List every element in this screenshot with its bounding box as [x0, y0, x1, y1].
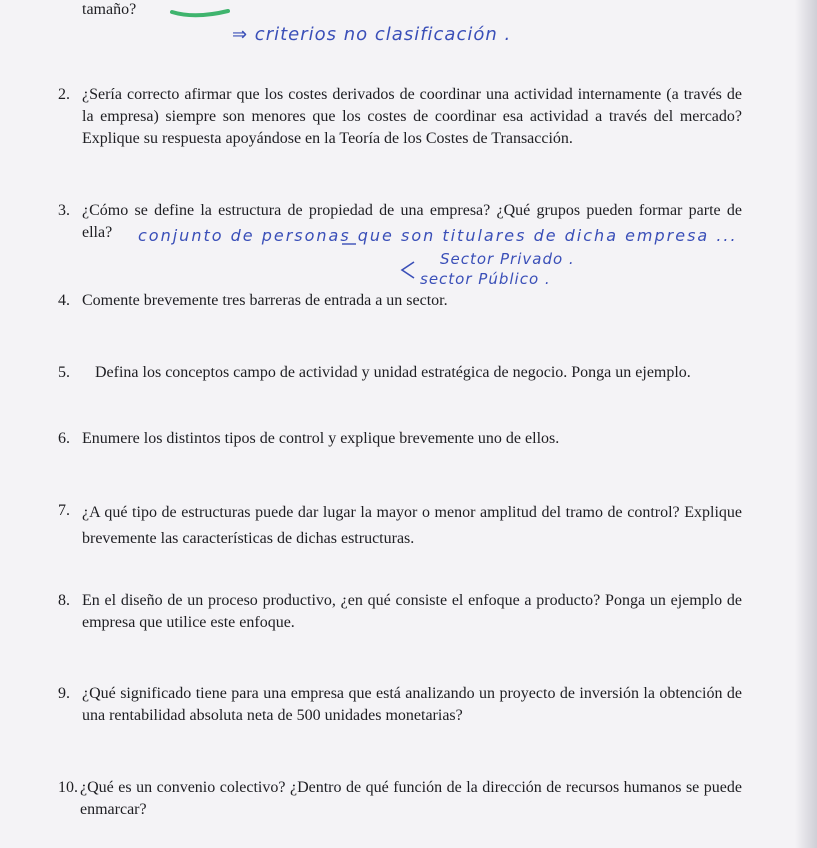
handwritten-note-q3-sector-public: sector Público . [420, 270, 551, 288]
bracket-mark [402, 262, 414, 278]
handwritten-note-q3-sector-private: Sector Privado . [440, 250, 575, 268]
question-text: Enumere los distintos tipos de control y explique brevemente uno de ellos. [82, 430, 560, 447]
question-8 [58, 590, 742, 634]
question-text: ¿Cómo se define la estructura de propiedad de una empresa? ¿Qué grupos pueden formar parte de ella? [82, 202, 742, 241]
question-text: Comente brevemente tres barreras de entrada a un sector. [82, 292, 448, 309]
question-text: Defina los conceptos campo de actividad y unidad estratégica de negocio. Ponga un ejemplo. [95, 364, 691, 381]
question-number: 9. [58, 685, 70, 702]
question-number: 5. [58, 364, 70, 381]
question-number: 4. [58, 292, 70, 309]
question-1 [58, 0, 742, 21]
question-text: ¿Sería correcto afirmar que los costes derivados de coordinar una actividad internamente (a través de la empresa) siempre son menores que los costes de coordinar esa actividad a través del mercado? Explique su respuesta apoyándose en la Teoría de los Costes de Transacción. [82, 86, 742, 147]
question-text: ¿Qué es un convenio colectivo? ¿Dentro de qué función de la dirección de recursos humanos se puede enmarcar? [80, 779, 742, 818]
question-9 [58, 683, 742, 727]
handwritten-note-q3: conjunto de personas que son titulares de dicha empresa ... [138, 226, 738, 245]
question-4 [58, 290, 742, 312]
question-number: 7. [58, 502, 70, 519]
question-text: En el diseño de un proceso productivo, ¿en qué consiste el enfoque a producto? Ponga un ejemplo de empresa que utilice este enfoque. [82, 592, 742, 631]
question-number: 3. [58, 202, 70, 219]
question-number: 6. [58, 430, 70, 447]
question-text-line: tamaño? [82, 1, 137, 18]
question-number: 2. [58, 86, 70, 103]
question-number: 10. [58, 779, 78, 796]
question-6 [58, 428, 742, 450]
question-text: ¿Qué significado tiene para una empresa que está analizando un proyecto de inversión la obtención de una rentabilidad absoluta neta de 500 unidades monetarias? [82, 685, 742, 724]
question-10 [58, 777, 742, 821]
handwritten-note-q1: ⇒ criterios no clasificación . [232, 24, 512, 45]
question-7 [58, 500, 742, 552]
question-number: 8. [58, 592, 70, 609]
page-edge-shadow [795, 0, 817, 848]
question-text: ¿A qué tipo de estructuras puede dar lugar la mayor o menor amplitud del tramo de control? Explique brevemente las características de dichas estructuras. [82, 504, 742, 547]
question-2 [58, 84, 742, 150]
question-5 [58, 362, 742, 384]
